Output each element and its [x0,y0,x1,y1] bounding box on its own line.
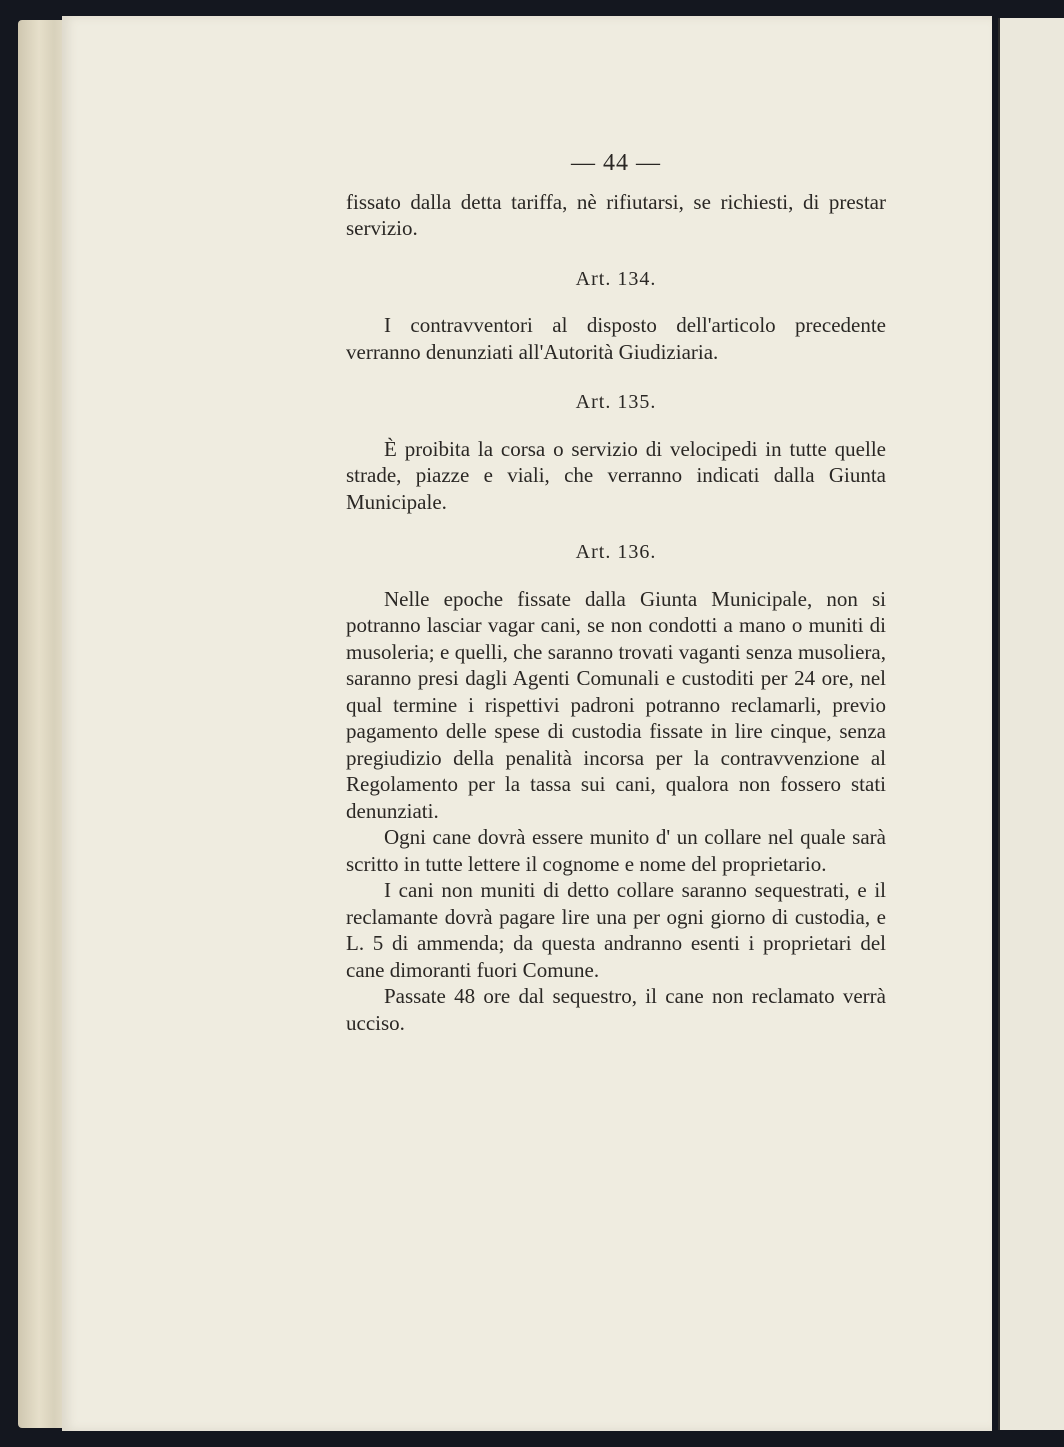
article-134 [346,266,886,366]
article-heading: Art. 134. [575,267,657,290]
article-paragraph: I contravventori al disposto dell'articolo precedente verranno denunziati all'Autorità Giudiziaria. [346,313,886,364]
page-text [346,150,886,1036]
article-paragraph: Ogni cane dovrà essere munito d' un collare nel quale sarà scritto in tutte lettere il cognome e nome del proprietario. [346,825,886,876]
article-paragraph: Nelle epoche fissate dalla Giunta Municipale, non si potranno lasciar vagar cani, se non condotti a mano o muniti di musoleria; e quelli, che saranno trovati vaganti senza musoliera, saranno presi dagli Agenti Comunali e custoditi per 24 ore, nel qual termine i rispettivi padroni potranno reclamarli, previo pagamento delle spese di custodia fissate in lire cinque, senza pregiudizio della penalità incorsa per la contravvenzione al Regolamento per la tassa sui cani, qualora non fossero stati denunziati. [346,586,886,823]
article-135 [346,389,886,515]
continued-paragraph: fissato dalla detta tariffa, nè rifiutarsi, se richiesti, di prestar servizio. [346,189,886,240]
adjacent-page-edge [998,18,1064,1430]
page-number: — 44 — [571,150,661,176]
article-paragraph: Passate 48 ore dal sequestro, il cane non reclamato verrà ucciso. [346,984,886,1035]
article-136 [346,539,886,1036]
article-paragraph: È proibita la corsa o servizio di velocipedi in tutte quelle strade, piazze e viali, che verranno indicati dalla Giunta Municipale. [346,436,886,514]
article-paragraph: I cani non muniti di detto collare saranno sequestrati, e il reclamante dovrà pagare lire una per ogni giorno di custodia, e L. 5 di ammenda; da questa andranno esenti i proprietari del cane dimoranti fuori Comune. [346,878,886,982]
article-heading: Art. 135. [575,391,657,413]
article-heading: Art. 136. [575,541,657,563]
